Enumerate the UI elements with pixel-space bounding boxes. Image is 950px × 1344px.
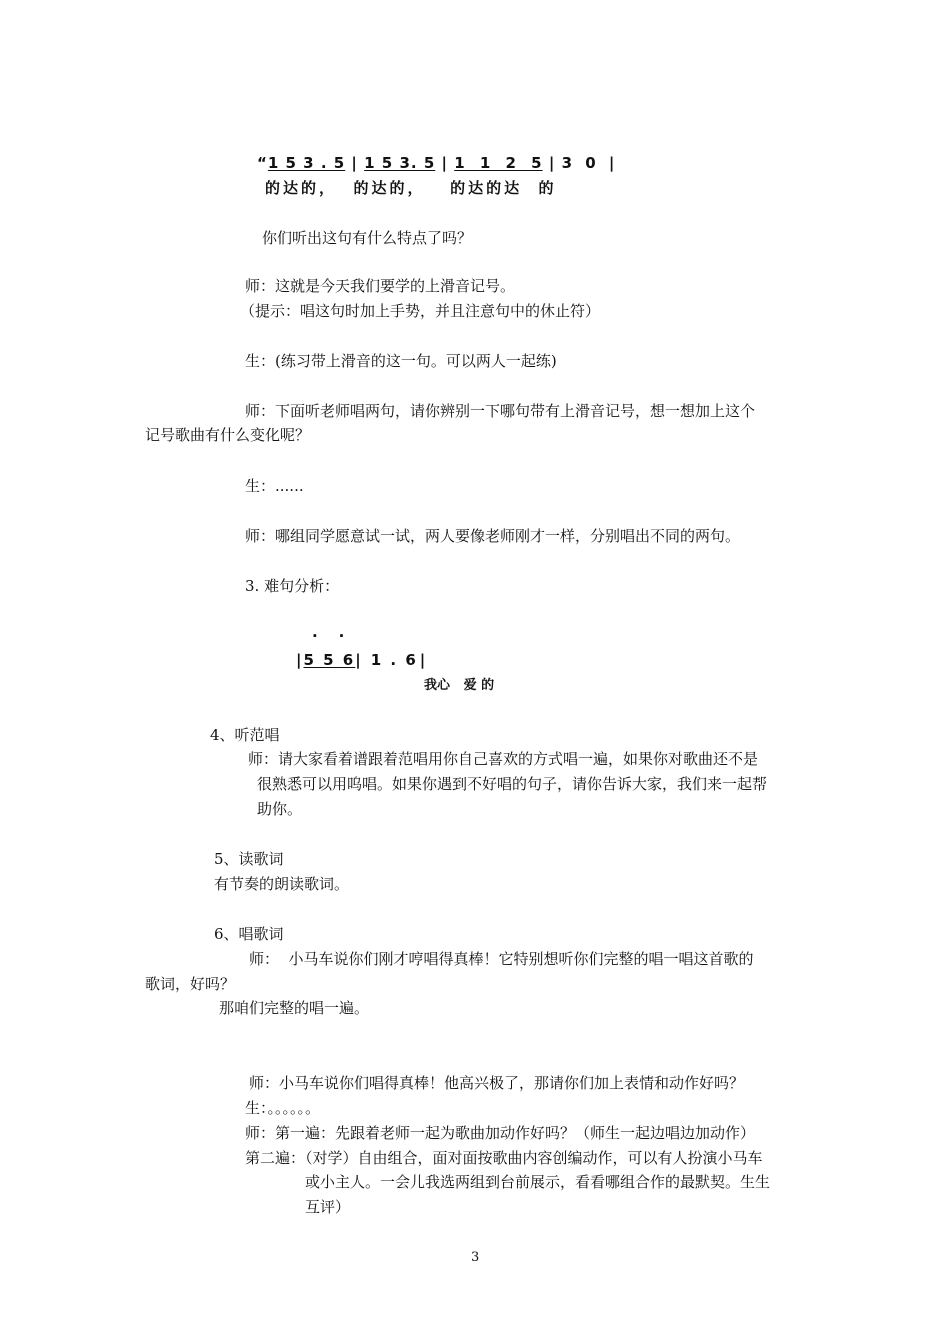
notation-bar-3: 1 1 2 5: [454, 154, 543, 172]
bar-line: |: [419, 651, 428, 669]
section-6-line-c: 那咱们完整的唱一遍。: [219, 999, 370, 1017]
activity-line-e: 或小主人。一会儿我选两组到台前展示，看看哪组合作的最默契。生生: [305, 1173, 771, 1191]
teacher-line-2a: 师：下面听老师唱两句，请你辨别一下哪句带有上滑音记号，想一想加上这个: [245, 402, 756, 420]
section-4-line-b: 很熟悉可以用呜唱。如果你遇到不好唱的句子，请你告诉大家，我们来一起帮: [257, 775, 768, 793]
notation-bar-4: 3 0 |: [561, 154, 616, 172]
teacher-line-3: 师：哪组同学愿意试一试，两人要像老师刚才一样，分别唱出不同的两句。: [245, 527, 741, 545]
notation-group-2: 1 . 6: [370, 651, 418, 669]
section-4-line-a: 师：请大家看着谱跟着范唱用你自己喜欢的方式唱一遍，如果你对歌曲还不是: [248, 750, 759, 768]
section-6-line-a: 师： 小马车说你们刚才哼唱得真棒！它特别想听你们完整的唱一唱这首歌的: [249, 950, 754, 968]
notation-lyrics-1: 的达的， 的达的， 的达的达 的: [265, 179, 557, 197]
section-6-line-b: 歌词，好吗？: [145, 975, 236, 993]
activity-line-a: 师：小马车说你们唱得真棒！他高兴极了，那请你们加上表情和动作好吗？: [249, 1074, 745, 1092]
hint-line: （提示：唱这句时加上手势，并且注意句中的休止符）: [240, 302, 601, 320]
activity-line-f: 互评）: [305, 1198, 351, 1216]
student-line-1: 生：(练习带上滑音的这一句。可以两人一起练): [245, 352, 557, 370]
notation-line-1: [257, 153, 615, 173]
activity-line-c: 师：第一遍：先跟着老师一起为歌曲加动作好吗？（师生一起边唱边加动作）: [245, 1124, 756, 1142]
notation-bar-1: 1 5 3 . 5: [267, 154, 346, 172]
activity-line-d: 第二遍：（对学）自由组合，面对面按歌曲内容创编动作，可以有人扮演小马车: [245, 1149, 763, 1167]
teacher-line-2b: 记号歌曲有什么变化呢？: [145, 426, 311, 444]
question-paragraph: 你们听出这句有什么特点了吗？: [262, 229, 473, 247]
bar-line: |: [355, 651, 363, 669]
notation-group-1: 5 5 6: [303, 651, 356, 669]
notation-line-2: [296, 650, 427, 670]
teacher-line-1: 师：这就是今天我们要学的上滑音记号。: [245, 277, 516, 295]
student-line-2: 生：......: [245, 477, 304, 495]
activity-line-b: 生：。。。。。。: [245, 1099, 321, 1117]
bar-separator: |: [542, 154, 562, 172]
page-number: 3: [471, 1250, 480, 1265]
notation-dots: . .: [312, 623, 345, 641]
bar-separator: |: [435, 154, 455, 172]
section-5-heading: 5、读歌词: [214, 850, 284, 868]
notation-lyrics-2: 我心 爱 的: [424, 678, 495, 693]
section-4-heading: 4、听范唱: [210, 726, 280, 744]
notation-bar-2: 1 5 3. 5: [364, 154, 436, 172]
section-4-line-c: 助你。: [257, 800, 303, 818]
open-quote: “: [257, 154, 268, 172]
section-6-heading: 6、唱歌词: [214, 925, 284, 943]
section-3-heading: 3. 难句分析：: [245, 577, 340, 595]
section-5-line: 有节奏的朗读歌词。: [214, 875, 350, 893]
bar-line: |: [296, 651, 304, 669]
bar-separator: |: [345, 154, 365, 172]
